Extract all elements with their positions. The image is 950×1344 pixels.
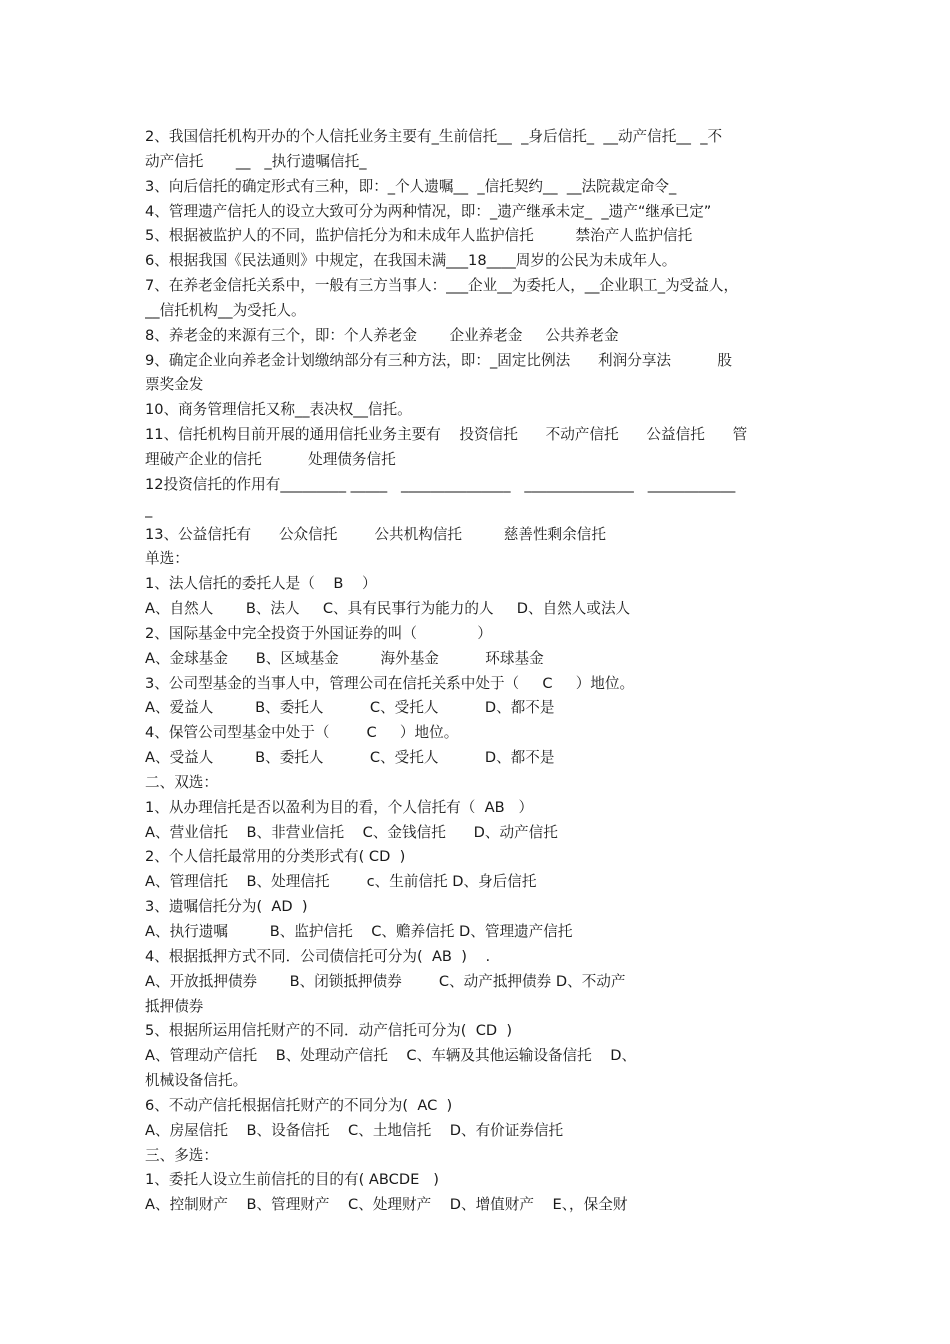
section-heading: 单选：: [145, 550, 189, 568]
options-line: A、自然人 B、法人 C、具有民事行为能力的人 D、自然人或法人: [145, 600, 631, 618]
question-line: 1、法人信托的委托人是（ B ）: [145, 575, 377, 593]
section-heading: 二、双选：: [145, 773, 218, 791]
question-line: 3、公司型基金的当事人中，管理公司在信托关系中处于（ C ）地位。: [145, 674, 635, 692]
text-line: 7、在养老金信托关系中，一般有三方当事人：___企业__为委托人，__企业职工_为受益人，: [145, 277, 739, 295]
text-line: _: [145, 500, 153, 518]
text-line: 12投资信托的作用有_________ _____ _______________ _______________ ____________: [145, 475, 736, 493]
options-line: A、开放抵押债券 B、闭锁抵押债券 C、动产抵押债券 D、不动产: [145, 972, 626, 990]
question-line: 3、遗嘱信托分为( AD ): [145, 898, 308, 916]
options-line: A、管理动产信托 B、处理动产信托 C、车辆及其他运输设备信托 D、: [145, 1047, 637, 1065]
question-line: 4、保管公司型基金中处于（ C ）地位。: [145, 724, 459, 742]
section-heading: 三、多选：: [145, 1146, 218, 1164]
question-line: 1、委托人设立生前信托的目的有( ABCDE ): [145, 1171, 439, 1189]
text-line: 动产信托 __ _执行遗嘱信托_: [145, 152, 367, 170]
text-line: 2、我国信托机构开办的个人信托业务主要有_生前信托__ _身后信托_ __动产信托__ _不: [145, 128, 723, 145]
text-line: 理破产企业的信托 处理债务信托: [145, 450, 396, 468]
options-line: 抵押债券: [145, 997, 204, 1015]
options-line: A、执行遗嘱 B、监护信托 C、赡养信托 D、管理遗产信托: [145, 923, 573, 940]
question-line: 2、个人信托最常用的分类形式有( CD ): [145, 848, 406, 866]
options-line: 机械设备信托。: [145, 1072, 248, 1090]
question-line: 6、不动产信托根据信托财产的不同分为( AC ): [145, 1096, 453, 1114]
document-body: [145, 125, 815, 1218]
options-line: A、金球基金 B、区域基金 海外基金 环球基金: [145, 649, 544, 667]
text-line: 3、向后信托的确定形式有三种，即：_个人遗嘱__ _信托契约__ __法院裁定命令_: [145, 177, 677, 195]
text-line: __信托机构__为受托人。: [145, 301, 306, 319]
question-line: 4、根据抵押方式不同．公司债信托可分为( AB ) .: [145, 947, 491, 965]
text-line: 6、根据我国《民法通则》中规定，在我国未满___18____周岁的公民为未成年人。: [145, 252, 677, 270]
text-line: 10、商务管理信托又称__表决权__信托。: [145, 401, 412, 419]
text-line: 9、确定企业向养老金计划缴纳部分有三种方法，即：_固定比例法 利润分享法 股: [145, 351, 732, 369]
options-line: A、房屋信托 B、设备信托 C、土地信托 D、有价证券信托: [145, 1121, 564, 1139]
text-line: 13、公益信托有 公众信托 公共机构信托 慈善性剩余信托: [145, 525, 606, 543]
options-line: A、受益人 B、委托人 C、受托人 D、都不是: [145, 749, 555, 767]
question-line: 5、根据所运用信托财产的不同．动产信托可分为( CD ): [145, 1022, 513, 1040]
text-line: 11、信托机构目前开展的通用信托业务主要有 投资信托 不动产信托 公益信托 管: [145, 426, 748, 444]
options-line: A、管理信托 B、处理信托 c、生前信托 D、身后信托: [145, 873, 537, 891]
question-line: 1、从办理信托是否以盈利为目的看，个人信托有（ AB ）: [145, 798, 534, 816]
text-line: 4、管理遗产信托人的设立大致可分为两种情况，即：_遗产继承未定_ _遗产“继承已定”: [145, 202, 712, 220]
question-line: 2、国际基金中完全投资于外国证券的叫（ ）: [145, 624, 492, 642]
text-line: 8、养老金的来源有三个，即：个人养老金 企业养老金 公共养老金: [145, 326, 619, 344]
options-line: A、营业信托 B、非营业信托 C、金钱信托 D、动产信托: [145, 823, 558, 841]
text-line: 5、根据被监护人的不同，监护信托分为和未成年人监护信托 禁治产人监护信托: [145, 227, 693, 245]
options-line: A、控制财产 B、管理财产 C、处理财产 D、增值财产 E、，保全财: [145, 1196, 628, 1214]
options-line: A、爱益人 B、委托人 C、受托人 D、都不是: [145, 699, 555, 717]
text-line: 票奖金发: [145, 376, 204, 394]
